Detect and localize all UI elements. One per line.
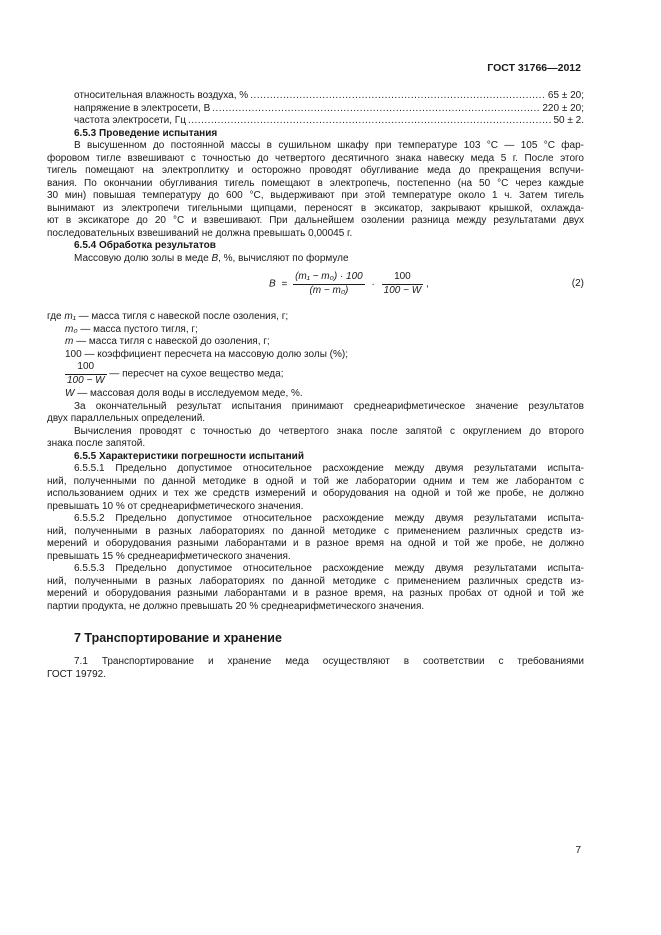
s653-line: В высушенном до постоянной массы в сушильном шкафу при температуре 103 °С — 105 °С фар- bbox=[74, 140, 584, 151]
section-7-title: 7 Транспортирование и хранение bbox=[74, 631, 282, 645]
s6553-line: ний, полученными в разных лабораториях по данной методике с применением различных средств из- bbox=[47, 575, 584, 587]
formula-equals: = bbox=[281, 278, 288, 290]
formula-fraction-1: $\frac{\text{(m₁ − m₀) · 100}}{\text{(m − m₀)}}$ bbox=[295, 271, 363, 296]
where-w: W — массовая доля воды в исследуемом меде, %. bbox=[65, 388, 303, 399]
where-m1: где m₁ — масса тигля с навеской после озоления, г; bbox=[47, 311, 289, 322]
where-fraction: $\frac{100}{100 - W}$ — пересчет на сухое вещество меда; bbox=[67, 361, 284, 386]
formula-2 bbox=[47, 265, 584, 311]
s653-line: вания. По окончании обугливания тигель помещают в электропечь, постепенно (на 50 °С через каждые bbox=[47, 177, 584, 189]
s653-line: последовательных взвешиваний не должна превышать 0,00045 г. bbox=[47, 227, 353, 239]
s6553-line: партии продукта, не должно превышать 20 % среднеарифметического значения. bbox=[47, 600, 425, 612]
condition-humidity: относительная влажность воздуха, % ..... 65 ± 20; bbox=[47, 90, 584, 103]
section-653-title: 6.5.3 Проведение испытания bbox=[74, 127, 218, 139]
formula-lhs: B bbox=[269, 278, 276, 290]
s6552-line: ний, полученными в разных лабораториях по данной методике с применением различных средств из- bbox=[47, 525, 584, 537]
page-number: 7 bbox=[575, 845, 581, 856]
s654-final-line: знака после запятой. bbox=[47, 438, 146, 449]
document-code: ГОСТ 31766—2012 bbox=[487, 62, 581, 74]
s653-line: 30 мин) повышая температуру до 600 °С, выдерживают при этой температуре около 1 ч. Затем тигель bbox=[47, 190, 584, 201]
formula-comma: , bbox=[425, 278, 429, 290]
s654-final-line: двух параллельных определений. bbox=[47, 413, 206, 424]
s654-intro: Массовую долю золы в меде B, %, вычисляют по формуле bbox=[74, 252, 349, 264]
s6553-line: 6.5.5.3 Предельно допустимое относительное расхождение между двумя результатами испыта- bbox=[74, 563, 584, 574]
condition-voltage: напряжение в электросети, В ..... 220 ± 20; bbox=[47, 103, 584, 116]
s653-line: ют в эксикаторе до 20 °С и взвешивают. При дальнейшем озолении разница между результатами двух bbox=[47, 215, 584, 226]
s6551-line: 6.5.5.1 Предельно допустимое относительное расхождение между двумя результатами испыта- bbox=[74, 463, 584, 474]
where-m0: m₀ — масса пустого тигля, г; bbox=[65, 323, 198, 335]
s6552-line: превышать 15 % среднеарифметического значения. bbox=[47, 550, 291, 562]
s6553-line: мерений и оборудования разными лаборантами и в разное время, на разных пробах от одной и той же bbox=[47, 588, 584, 599]
section-655-title: 6.5.5 Характеристики погрешности испытаний bbox=[74, 450, 304, 462]
s7-line: ГОСТ 19792. bbox=[47, 668, 106, 680]
page-body bbox=[47, 90, 584, 681]
section-654-title: 6.5.4 Обработка результатов bbox=[74, 240, 216, 251]
s653-line: вынимают из электропечи тигельными щипцами, переносят в эксикатор, закрывают крышкой, охлажда- bbox=[47, 202, 584, 214]
formula-fraction-2: $\frac{100}{100 - W}$ bbox=[383, 271, 422, 296]
s653-line: форовом тигле взвешивают с точностью до четвертого десятичного знака навеску меда 5 г. После этого bbox=[47, 152, 584, 164]
s6552-line: 6.5.5.2 Предельно допустимое относительное расхождение между двумя результатами испыта- bbox=[74, 513, 584, 524]
where-fraction-expr: $\frac{100}{100 - W}$ bbox=[67, 361, 105, 386]
s653-line: тигель помещают на электроплитку и осторожно проводят обугливание меда до прекращения вспучи- bbox=[47, 165, 584, 176]
s6551-line: превышать 10 % от среднеарифметического значения. bbox=[47, 500, 304, 512]
s654-final-line: Вычисления проводят с точностью до четвертого знака после запятой с округлением до второго bbox=[74, 425, 584, 437]
condition-frequency: частота электросети, Гц ..... 50 ± 2. bbox=[47, 115, 584, 128]
s7-line: 7.1 Транспортирование и хранение меда осуществляют в соответствии с требованиями bbox=[74, 656, 584, 667]
formula-number: (2) bbox=[571, 278, 584, 289]
formula-dot: · bbox=[371, 278, 375, 290]
s6551-line: использованием одних и тех же средств измерений и оборудования на одной и той же пробе, не должно bbox=[47, 488, 584, 499]
where-m: m — масса тигля с навеской до озоления, г; bbox=[65, 336, 270, 347]
s6551-line: ний, полученными по данной методике в одной и той же лаборатории одним и тем же лаборантом с bbox=[47, 475, 584, 487]
s6552-line: мерений и оборудования разными лаборантами и в разное время на одной и той же пробе, не должно bbox=[47, 538, 584, 549]
s654-final-line: За окончательный результат испытания принимают среднеарифметическое значение результатов bbox=[74, 400, 584, 412]
where-100: 100 — коэффициент пересчета на массовую долю золы (%); bbox=[65, 348, 349, 360]
